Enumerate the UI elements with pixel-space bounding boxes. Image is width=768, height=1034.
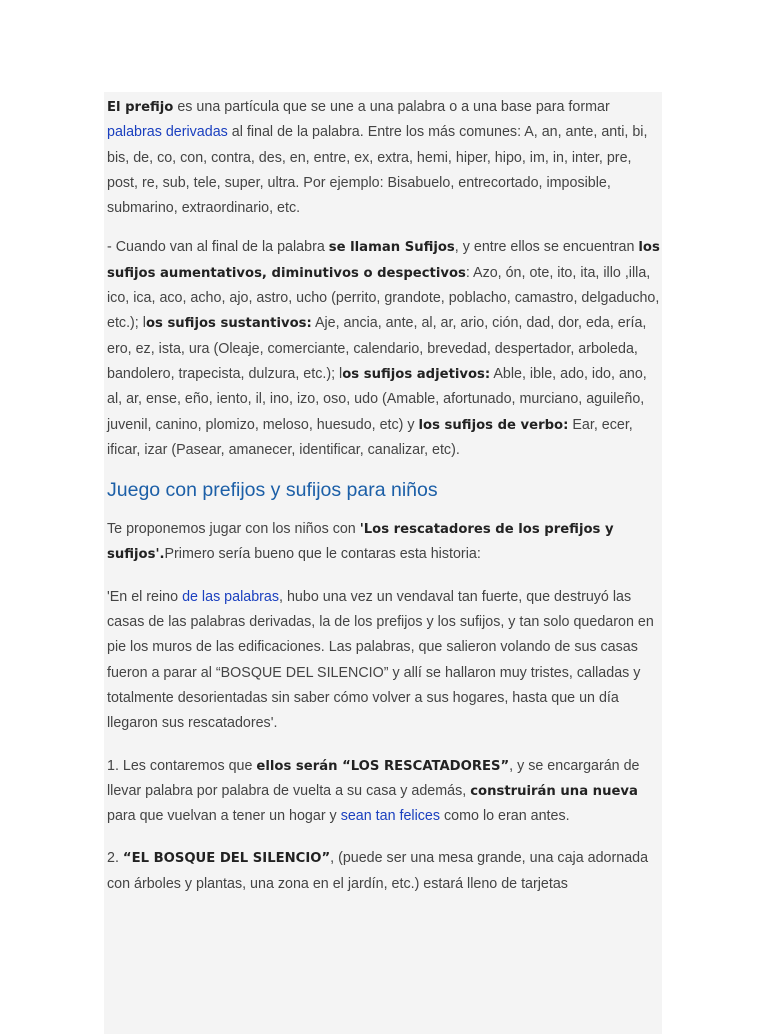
game-title: 'Los rescatadores de los prefijos y sufijos'. [107,522,614,563]
forest-term: “EL BOSQUE DEL SILENCIO” [122,851,331,867]
text-segment: , hubo una vez un vendaval tan fuerte, que destruyó las casas de las palabras derivadas, la de los prefijos y los sufijos, y tan solo quedaron en pie los muros de las edificaciones. Las palabras, que salieron volando de sus casas fueron a parar al “BOSQUE DEL SILENCIO” y allí se hallaron muy tristes, calladas y totalmente desorientadas sin saber cómo volver a sus hogares, hasta que un día llegaron sus rescatadores'. [107,588,654,732]
build-new-term: construirán una nueva [470,783,638,799]
text-segment: : Azo, ón, ote, ito, ita, illo ,illa, ico, ica, aco, acho, ajo, astro, ucho (perrito, grandote, poblacho, camastro, delgaducho, etc.); l [107,264,660,332]
text-segment: Te proponemos jugar con los niños con [107,521,360,538]
prefix-term: El prefijo [107,100,174,115]
rescuers-term: ellos serán “LOS RESCATADORES” [256,758,510,774]
text-segment: como lo eran antes. [440,808,570,825]
text-segment: Ear, ecer, ificar, izar (Pasear, amanecer, identificar, canalizar, etc). [107,416,633,458]
article-content [104,92,662,1034]
text-segment: - Cuando van al final de la palabra [107,239,329,256]
prefix-paragraph [107,95,662,221]
suffix-paragraph [107,235,662,463]
text-segment: Able, ible, ado, ido, ano, al, ar, ense, eño, iento, il, ino, izo, oso, udo (Amable, afortunado, murciano, aguileño, juvenil, canino, plomizo, meloso, huesudo, etc) y [107,365,647,433]
verb-suffixes-term: los sufijos de verbo: [418,417,569,433]
text-segment: , y entre ellos se encuentran [454,239,639,256]
text-segment: , y se encargarán de llevar palabra por palabra de vuelta a su casa y además, [107,757,640,799]
adjective-suffixes-term: os sufijos adjetivos: [342,366,491,382]
sean-tan-felices-link[interactable]: sean tan felices [340,808,441,825]
text-segment: Aje, ancia, ante, al, ar, ario, ción, dad, dor, eda, ería, ero, ez, ista, ura (Oleaje, comerciante, calendario, brevedad, despertador, arboleda, bandolero, trapecista, dulzura, etc.); l [107,315,647,382]
text-segment: 1. Les contaremos que [107,757,257,774]
suffix-types-term: los sufijos aumentativos, diminutivos o despectivos [107,240,660,281]
story-paragraph [107,585,662,737]
text-segment: al final de la palabra. Entre los más comunes: A, an, ante, anti, bi, bis, de, co, con, contra, des, en, entre, ex, extra, hemi, hiper, hipo, im, in, inter, pre, post, re, sub, tele, super, ultra. Por ejemplo: Bisabuelo, entrecortado, imposible, submarino, extraordinario, etc. [107,124,648,217]
text-segment: para que vuelvan a tener un hogar y [107,808,341,825]
text-segment: , (puede ser una mesa grande, una caja adornada con árboles y plantas, una zona en el jardín, etc.) estará lleno de tarjetas [107,850,649,892]
de-las-palabras-link[interactable]: de las palabras [182,588,280,605]
text-segment: 2. [107,850,123,867]
text-segment: 'En el reino [107,588,183,605]
step-1-paragraph [107,754,662,830]
section-heading: Juego con prefijos y sufijos para niños [107,479,438,502]
game-intro-paragraph [107,517,662,568]
suffix-term: se llaman Sufijos [328,240,455,256]
step-2-paragraph [107,846,662,897]
text-segment: es una partícula que se une a una palabra o a una base para formar [173,99,610,115]
text-segment: Primero sería bueno que le contaras esta historia: [164,546,481,563]
noun-suffixes-term: os sufijos sustantivos: [145,316,312,332]
palabras-derivadas-link[interactable]: palabras derivadas [107,124,228,141]
